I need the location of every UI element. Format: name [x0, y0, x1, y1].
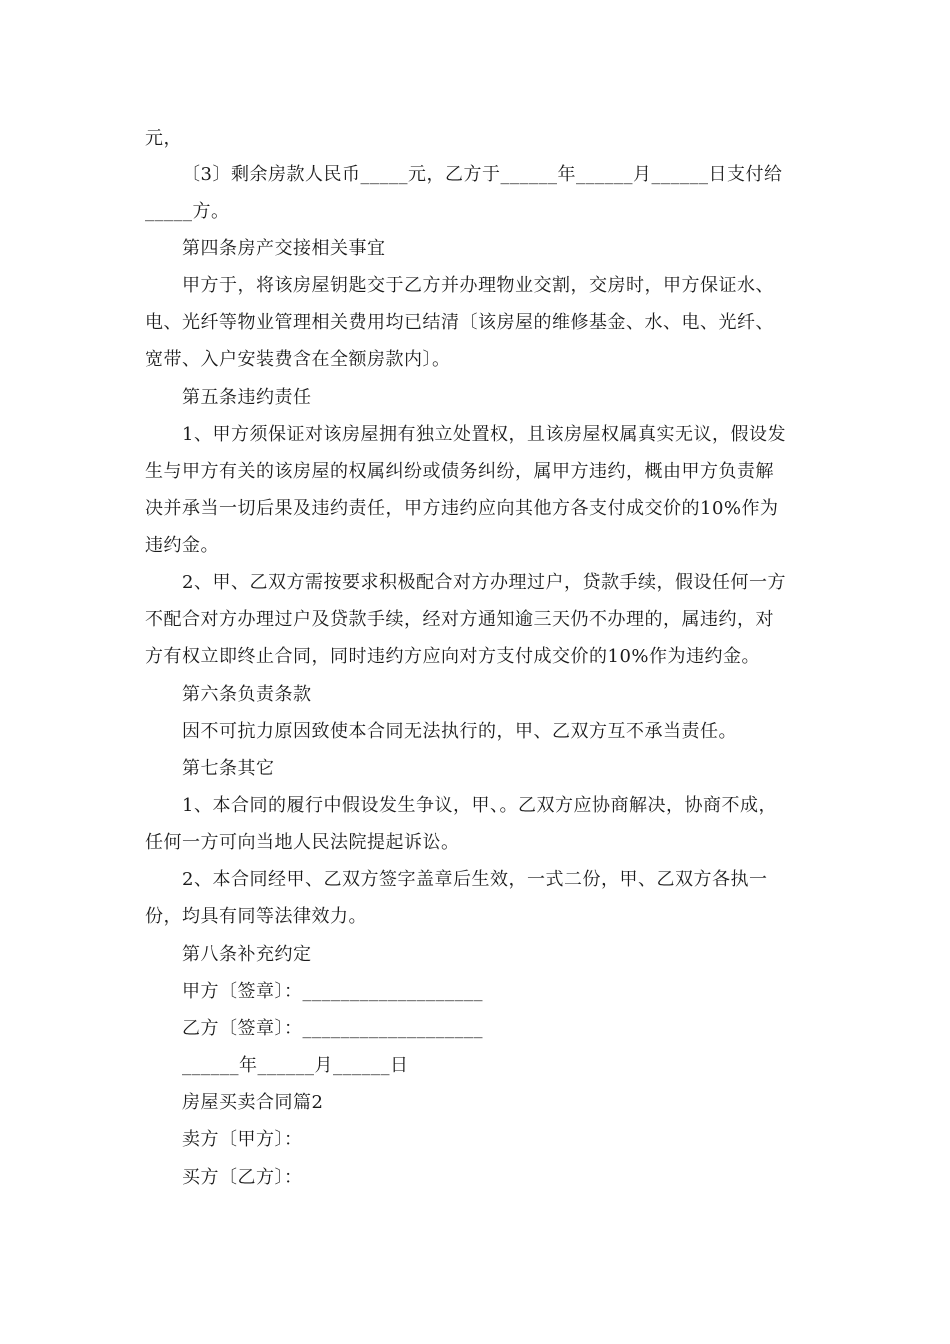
text-line: 份，均具有同等法律效力。 [145, 906, 367, 927]
text-line: 元， [145, 128, 182, 149]
text-line: 任何一方可向当地人民法院提起诉讼。 [145, 832, 460, 853]
article-4-heading: 第四条房产交接相关事宜 [182, 238, 386, 259]
party-b-signature-line: 乙方〔签章〕：___________________ [182, 1018, 483, 1039]
text-line: _____方。 [145, 201, 230, 222]
article-5-heading: 第五条违约责任 [182, 387, 312, 408]
text-line: 1、本合同的履行中假设发生争议，甲、。乙双方应协商解决，协商不成， [182, 795, 777, 816]
date-line: ______年______月______日 [182, 1055, 409, 1076]
text-line: 不配合对方办理过户及贷款手续，经对方通知逾三天仍不办理的，属违约，对 [145, 609, 774, 630]
party-a-signature-line: 甲方〔签章〕：___________________ [182, 981, 483, 1002]
text-line: 决并承当一切后果及违约责任，甲方违约应向其他方各支付成交价的10%作为 [145, 498, 779, 519]
text-line: 方有权立即终止合同，同时违约方应向对方支付成交价的10%作为违约金。 [145, 646, 761, 667]
contract-2-title: 房屋买卖合同篇2 [182, 1092, 324, 1113]
text-line: 宽带、入户安装费含在全额房款内〕。 [145, 349, 451, 370]
article-7-heading: 第七条其它 [182, 758, 275, 779]
seller-label: 卖方〔甲方〕： [182, 1129, 303, 1150]
text-line: 因不可抗力原因致使本合同无法执行的，甲、乙双方互不承当责任。 [182, 721, 737, 742]
buyer-label: 买方〔乙方〕： [182, 1167, 303, 1188]
text-line: 违约金。 [145, 535, 219, 556]
article-6-heading: 第六条负责条款 [182, 684, 312, 705]
text-line: 2、甲、乙双方需按要求积极配合对方办理过户，贷款手续，假设任何一方 [182, 572, 786, 593]
text-line: 1、甲方须保证对该房屋拥有独立处置权，且该房屋权属真实无议，假设发 [182, 424, 786, 445]
text-line: 甲方于，将该房屋钥匙交于乙方并办理物业交割，交房时，甲方保证水、 [182, 275, 774, 296]
text-line: 电、光纤等物业管理相关费用均已结清〔该房屋的维修基金、水、电、光纤、 [145, 312, 774, 333]
text-line: 生与甲方有关的该房屋的权属纠纷或债务纠纷，属甲方违约，概由甲方负责解 [145, 461, 774, 482]
article-8-heading: 第八条补充约定 [182, 944, 312, 965]
payment-clause-3: 〔3〕剩余房款人民币_____元，乙方于______年______月______日支付给 [182, 164, 783, 185]
text-line: 2、本合同经甲、乙双方签字盖章后生效，一式二份，甲、乙双方各执一 [182, 869, 768, 890]
